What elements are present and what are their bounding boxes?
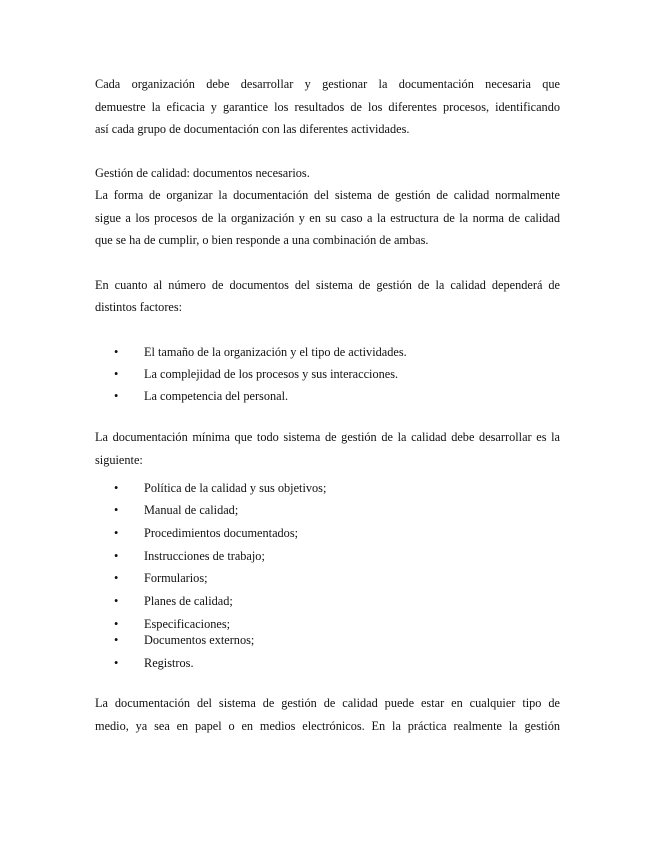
list-bullet: •	[114, 481, 119, 495]
list-bullet: •	[114, 571, 119, 585]
paragraph-2-line-2: sigue a los procesos de la organización y en su caso a la estructura de la norma de calidad	[95, 211, 560, 225]
list-bullet: •	[114, 367, 119, 381]
document-item-5: Formularios;	[144, 571, 208, 585]
factor-item-2: La complejidad de los procesos y sus interacciones.	[144, 367, 399, 381]
paragraph-1-line-1: Cada organización debe desarrollar y gestionar la documentación necesaria que	[95, 77, 560, 91]
document-item-8: Documentos externos;	[144, 633, 255, 647]
paragraph-3-line-1: En cuanto al número de documentos del sistema de gestión de la calidad dependerá de	[95, 278, 560, 292]
document-item-1: Política de la calidad y sus objetivos;	[144, 481, 327, 495]
paragraph-3-line-2: distintos factores:	[95, 300, 183, 314]
list-bullet: •	[114, 594, 119, 608]
document-item-2: Manual de calidad;	[144, 503, 239, 517]
factor-item-3: La competencia del personal.	[144, 389, 289, 403]
document-item-4: Instrucciones de trabajo;	[144, 549, 265, 563]
paragraph-1-line-2: demuestre la eficacia y garantice los resultados de los diferentes procesos, identificando	[95, 100, 560, 114]
list-bullet: •	[114, 549, 119, 563]
document-item-6: Planes de calidad;	[144, 594, 233, 608]
paragraph-4-line-2: siguiente:	[95, 453, 143, 467]
document-item-7: Especificaciones;	[144, 617, 231, 631]
document-item-3: Procedimientos documentados;	[144, 526, 299, 540]
list-bullet: •	[114, 389, 119, 403]
paragraph-4-line-1: La documentación mínima que todo sistema de gestión de la calidad debe desarrollar es la	[95, 430, 560, 444]
section-heading: Gestión de calidad: documentos necesarios.	[95, 166, 310, 180]
list-bullet: •	[114, 503, 119, 517]
list-bullet: •	[114, 617, 119, 631]
paragraph-5-line-2: medio, ya sea en papel o en medios electrónicos. En la práctica realmente la gestión	[95, 719, 560, 733]
paragraph-5-line-1: La documentación del sistema de gestión de calidad puede estar en cualquier tipo de	[95, 696, 560, 710]
list-bullet: •	[114, 633, 119, 647]
list-bullet: •	[114, 656, 119, 670]
list-bullet: •	[114, 345, 119, 359]
paragraph-2-line-1: La forma de organizar la documentación del sistema de gestión de calidad normalmente	[95, 188, 560, 202]
paragraph-2-line-3: que se ha de cumplir, o bien responde a una combinación de ambas.	[95, 233, 429, 247]
document-item-9: Registros.	[144, 656, 194, 670]
list-bullet: •	[114, 526, 119, 540]
paragraph-1-line-3: así cada grupo de documentación con las diferentes actividades.	[95, 122, 410, 136]
factor-item-1: El tamaño de la organización y el tipo de actividades.	[144, 345, 407, 359]
